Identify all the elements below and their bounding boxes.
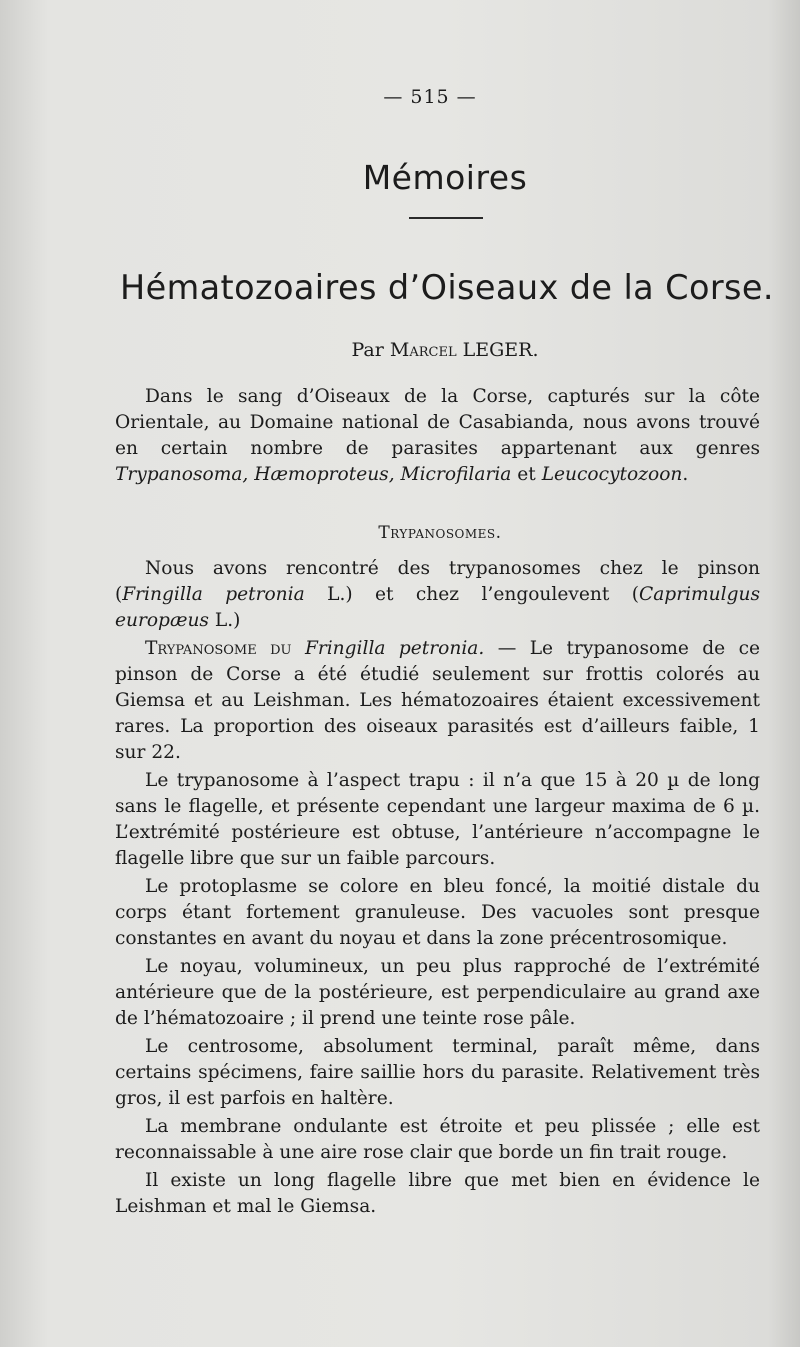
section-title: Mémoires <box>362 158 528 197</box>
p1-text-a: Nous avons rencontré des trypanosomes chez le pinson ( <box>115 558 760 605</box>
subheading: Trypanosomes. <box>378 523 502 543</box>
article-title: Hématozoaires d’Oiseaux de la Corse. <box>120 268 774 307</box>
intro-text-and: et <box>511 464 542 485</box>
author-prefix: Par <box>351 339 384 361</box>
paragraph-2 <box>115 636 760 766</box>
paragraph-8: Il existe un long flagelle libre que met bien en évidence le Leishman et mal le Giemsa. <box>115 1170 760 1217</box>
section-divider <box>409 217 483 219</box>
intro-text <box>115 384 760 488</box>
genus-leucocytozoon: Leucocytozoon <box>541 464 683 485</box>
paragraph-3: Le trypanosome à l’aspect trapu : il n’a que 15 à 20 µ de long sans le flagelle, et présente cependant une largeur maxima de 6 µ. L’extrémité postérieure est obtuse, l’antérieure n’accompagne le flagelle libre que sur un faible parcours. <box>115 770 760 869</box>
p1-text-c: L.) <box>208 610 241 631</box>
paragraph-6: Le centrosome, absolument terminal, paraît même, dans certains spécimens, faire saillie hors du parasite. Relativement très gros, il est parfois en haltère. <box>115 1036 760 1109</box>
p2-text: — Le trypanosome de ce pinson de Corse a été étudié seulement sur frottis colorés au Giemsa et au Leishman. Les hématozoaires étaient excessivement rares. La proportion des oiseaux parasités est d’ailleurs faible, 1 sur 22. <box>115 638 760 763</box>
p1-text-b: L.) et chez l’engoulevent ( <box>304 584 639 605</box>
paragraph-7: La membrane ondulante est étroite et peu plissée ; elle est reconnaissable à une aire rose clair que borde un fin trait rouge. <box>115 1116 760 1163</box>
article-body <box>115 556 760 1220</box>
intro-text-end: . <box>682 464 689 485</box>
species-caprimulgus: Caprimulgus europæus <box>115 584 761 631</box>
author-name: Marcel LEGER. <box>389 339 539 361</box>
paragraph-5: Le noyau, volumineux, un peu plus rapproché de l’extrémité antérieure que de la postérieure, est perpendiculaire au grand axe de l’hématozoaire ; il prend une teinte rose pâle. <box>115 956 760 1029</box>
intro-text-before: Dans le sang d’Oiseaux de la Corse, capturés sur la côte Orientale, au Domaine national de Casabianda, nous avons trouvé en certain nombre de parasites appartenant aux genres <box>115 386 760 459</box>
p2-species: Fringilla petronia. <box>304 638 485 659</box>
page-number: — 515 — <box>383 86 477 108</box>
paragraph-1 <box>115 556 760 634</box>
author-line <box>0 339 800 361</box>
intro-paragraph <box>115 384 760 488</box>
species-fringilla: Fringilla petronia <box>122 584 305 605</box>
p2-label: Trypanosome du <box>145 638 292 659</box>
genera-list: Trypanosoma, Hæmoproteus, Microfilaria <box>115 464 512 485</box>
paragraph-4: Le protoplasme se colore en bleu foncé, la moitié distale du corps étant fortement granuleuse. Des vacuoles sont presque constantes en avant du noyau et dans la zone précentrosomique. <box>115 876 760 949</box>
